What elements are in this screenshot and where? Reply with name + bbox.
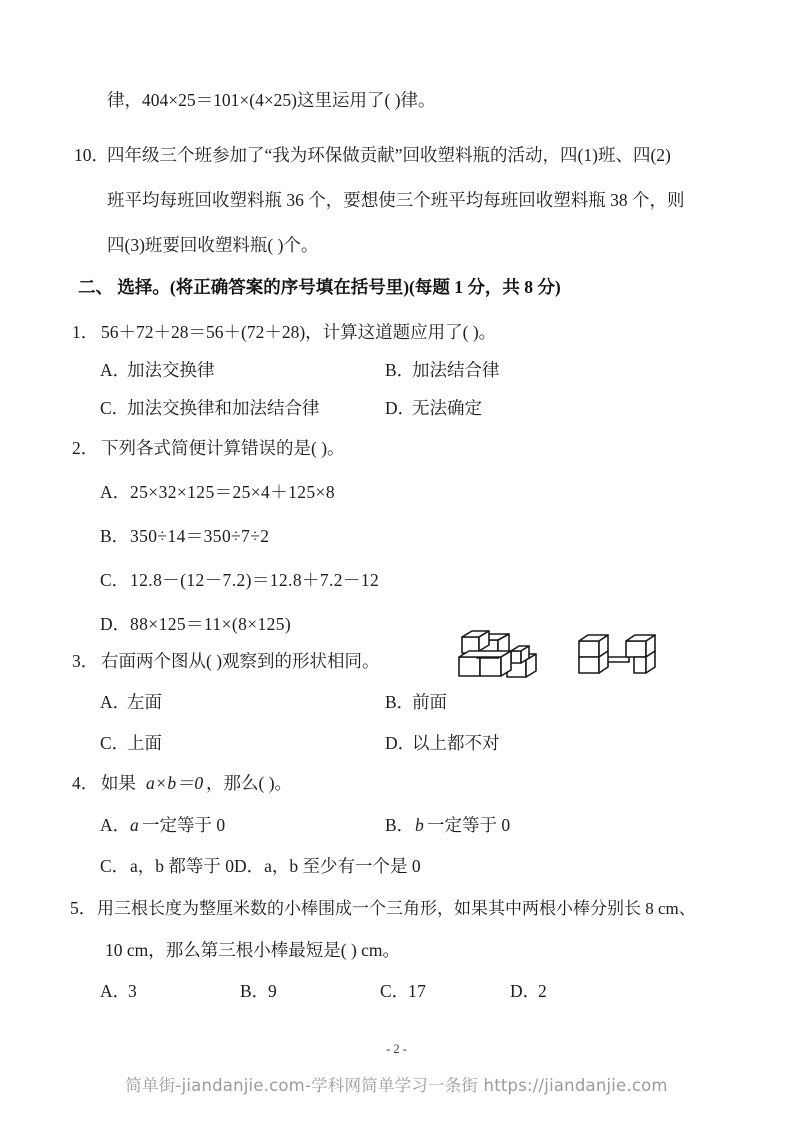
question-2-option-b-text[interactable]: 350÷14＝350÷7÷2 <box>130 526 270 546</box>
question-4-option-a-math[interactable]: a <box>130 815 140 835</box>
question-5-line-2: 10 cm，那么第三根小棒最短是( ) cm。 <box>105 940 401 960</box>
question-4-stem-prefix: 如果 <box>101 773 136 793</box>
question-1-option-a-text[interactable]: 加法交换律 <box>127 360 215 380</box>
question-4-option-b-math[interactable]: b <box>415 815 425 835</box>
page-number: - 2 - <box>386 1042 407 1056</box>
question-4-option-a-label[interactable]: A． <box>100 815 131 835</box>
question-9-continuation: 律，404×25＝101×(4×25)这里运用了( )律。 <box>107 90 436 110</box>
question-1-option-a-label[interactable]: A． <box>100 360 131 380</box>
question-1-stem: 56＋72＋28＝56＋(72＋28)，计算这道题应用了( )。 <box>101 322 497 342</box>
question-3-stem: 右面两个图从( )观察到的形状相同。 <box>101 651 380 671</box>
question-1-option-b-text[interactable]: 加法结合律 <box>412 360 500 380</box>
question-4-stem-math: a×b＝0 <box>146 773 204 793</box>
question-3-option-b-label[interactable]: B． <box>385 692 415 712</box>
question-4-stem-suffix: ，那么( )。 <box>206 773 293 793</box>
question-2-option-d-text[interactable]: 88×125＝11×(8×125) <box>130 614 292 634</box>
question-2-option-c-text[interactable]: 12.8－(12－7.2)＝12.8＋7.2－12 <box>130 570 380 590</box>
question-10-number: 10． <box>74 145 109 165</box>
question-3-option-d-label[interactable]: D． <box>385 733 416 753</box>
question-2-option-b-label[interactable]: B． <box>100 526 130 546</box>
question-1-option-d-text[interactable]: 无法确定 <box>412 398 482 418</box>
question-5-line-1: 用三根长度为整厘米数的小棒围成一个三角形，如果其中两根小棒分别长 8 cm、 <box>97 899 696 918</box>
question-1-number: 1． <box>72 322 99 342</box>
question-5-option-d-text[interactable]: 2 <box>538 981 548 1001</box>
question-4-option-cd-text[interactable]: a，b 都等于 0D．a，b 至少有一个是 0 <box>130 856 421 876</box>
question-3-option-d-text[interactable]: 以上都不对 <box>412 733 500 753</box>
question-4-option-cd-label[interactable]: C． <box>100 856 130 876</box>
question-2-number: 2． <box>72 438 99 458</box>
question-4-option-a-text[interactable]: 一定等于 0 <box>142 815 226 835</box>
question-5-option-a-text[interactable]: 3 <box>128 981 138 1001</box>
question-3-option-c-text[interactable]: 上面 <box>127 733 162 753</box>
question-4-option-b-label[interactable]: B． <box>385 815 415 835</box>
question-5-option-b-label[interactable]: B． <box>240 981 270 1001</box>
question-5-option-d-label[interactable]: D． <box>510 981 541 1001</box>
question-10-line-3: 四(3)班要回收塑料瓶( )个。 <box>107 235 319 255</box>
question-2-stem: 下列各式简便计算错误的是( )。 <box>101 438 345 458</box>
question-5-option-c-label[interactable]: C． <box>380 981 410 1001</box>
question-10-line-1: 四年级三个班参加了“我为环保做贡献”回收塑料瓶的活动，四(1)班、四(2) <box>107 145 671 165</box>
question-1-option-b-label[interactable]: B． <box>385 360 415 380</box>
question-3-option-b-text[interactable]: 前面 <box>412 692 447 712</box>
cube-stack-figure-right <box>573 628 661 680</box>
question-3-number: 3． <box>72 651 99 671</box>
question-5-option-b-text[interactable]: 9 <box>268 981 278 1001</box>
question-5-option-a-label[interactable]: A． <box>100 981 131 1001</box>
question-2-option-a-text[interactable]: 25×32×125＝25×4＋125×8 <box>130 482 335 502</box>
question-5-number: 5． <box>70 898 97 918</box>
question-1-option-c-text[interactable]: 加法交换律和加法结合律 <box>127 398 320 418</box>
question-2-option-a-label[interactable]: A． <box>100 482 131 502</box>
question-3-option-a-label[interactable]: A． <box>100 692 131 712</box>
site-watermark: 简单街-jiandanjie.com-学科网简单学习一条街 https://jiandanjie.com <box>125 1076 668 1095</box>
cube-stack-figure-left <box>455 628 545 680</box>
question-2-option-d-label[interactable]: D． <box>100 614 131 634</box>
question-1-option-c-label[interactable]: C． <box>100 398 130 418</box>
question-4-number: 4． <box>72 773 99 793</box>
question-3-option-a-text[interactable]: 左面 <box>127 692 162 712</box>
section-two-heading: 二、 选择。(将正确答案的序号填在括号里)(每题 1 分，共 8 分) <box>78 277 561 297</box>
question-10-line-2: 班平均每班回收塑料瓶 36 个，要想使三个班平均每班回收塑料瓶 38 个，则 <box>107 190 685 210</box>
question-4-option-b-text[interactable]: 一定等于 0 <box>427 815 511 835</box>
question-5-option-c-text[interactable]: 17 <box>408 981 427 1001</box>
question-2-option-c-label[interactable]: C． <box>100 570 130 590</box>
question-1-option-d-label[interactable]: D． <box>385 398 416 418</box>
question-3-option-c-label[interactable]: C． <box>100 733 130 753</box>
